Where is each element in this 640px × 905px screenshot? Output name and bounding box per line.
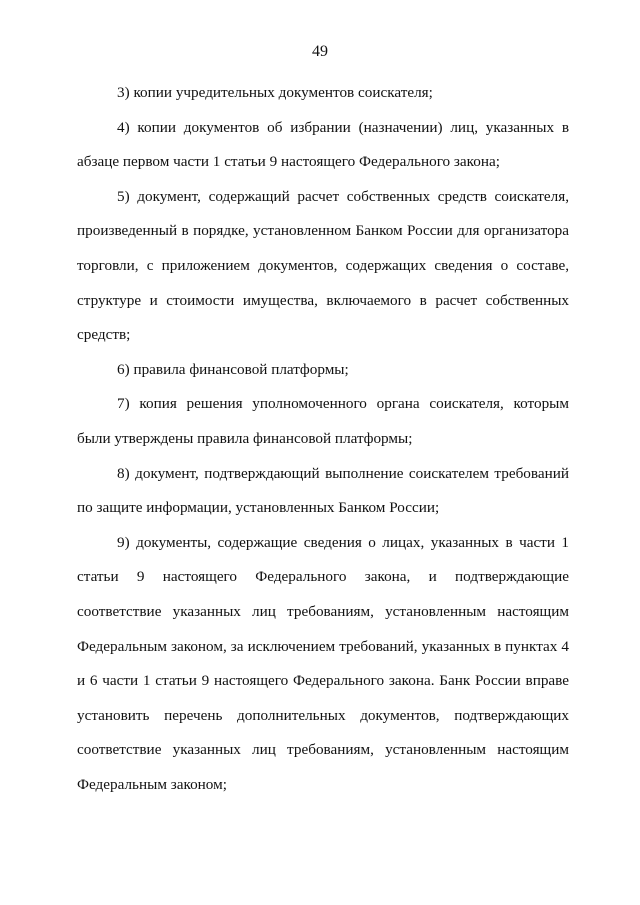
list-item-3: 3) копии учредительных документов соискателя; bbox=[117, 84, 433, 101]
page-number: 49 bbox=[312, 43, 328, 60]
list-item-8: 8) документ, подтверждающий выполнение соискателем требований по защите информации, установленных Банком России; bbox=[77, 464, 569, 517]
list-item-4: 4) копии документов об избрании (назначении) лиц, указанных в абзаце первом части 1 статьи 9 настоящего Федерального закона; bbox=[77, 118, 569, 171]
document-body bbox=[77, 76, 569, 802]
list-item-6: 6) правила финансовой платформы; bbox=[117, 360, 349, 378]
list-item-9: 9) документы, содержащие сведения о лицах, указанных в части 1 статьи 9 настоящего Федерального закона, и подтверждающие соответствие указанных лиц требованиям, установленным настоящим Федеральным законом, за исключением требований, указанных в пунктах 4 и 6 части 1 статьи 9 настоящего Федерального закона. Банк России вправе установить перечень дополнительных документов, подтверждающих соответствие указанных лиц требованиям, установленным настоящим Федеральным законом; bbox=[77, 533, 569, 793]
list-item-7: 7) копия решения уполномоченного органа соискателя, которым были утверждены правила финансовой платформы; bbox=[77, 395, 569, 447]
list-item-5: 5) документ, содержащий расчет собственных средств соискателя, произведенный в порядке, установленном Банком России для организатора торговли, с приложением документов, содержащих сведения о составе, структуре и стоимости имущества, включаемого в расчет собственных средств; bbox=[77, 187, 569, 344]
